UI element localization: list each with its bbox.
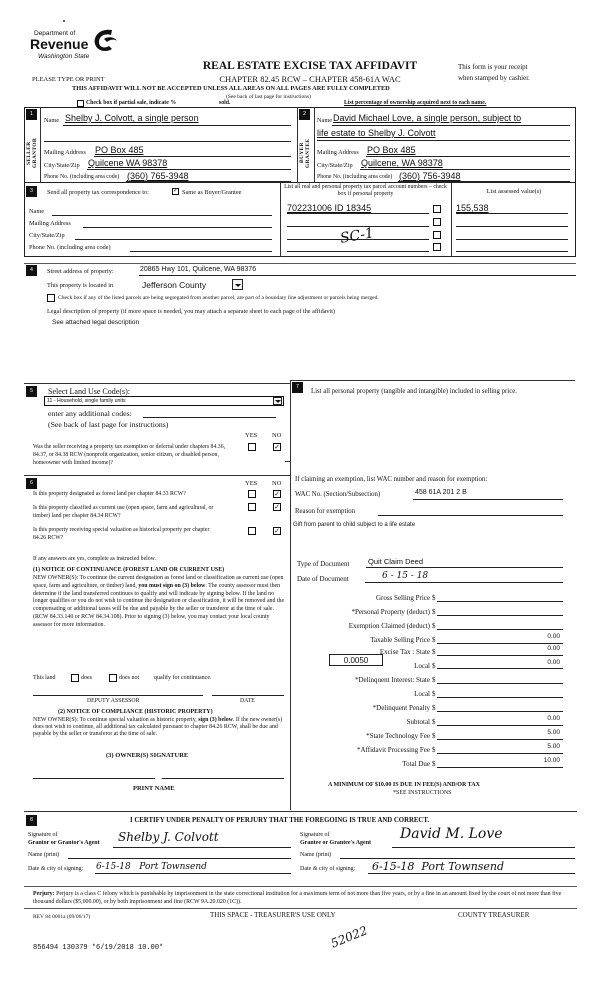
currency-sign: $ (432, 718, 436, 726)
reason-field[interactable]: Gift from parent to child subject to a life estate (293, 522, 416, 528)
seller-city-field[interactable]: Quilcene WA 98378 (88, 158, 168, 168)
currency-sign: $ (432, 704, 436, 712)
currency-sign: $ (432, 760, 436, 768)
fee-label-local-excise: Local (414, 662, 430, 670)
currency-sign: $ (432, 622, 436, 630)
section-2-badge: 2 (299, 109, 310, 120)
legal-description-field[interactable]: See attached legal description (52, 319, 140, 326)
corr-mailing-field[interactable] (83, 227, 272, 228)
qualify-label: qualify for continuance. (154, 675, 212, 681)
county-field[interactable]: Jefferson County (142, 280, 207, 290)
doc-date-field[interactable]: 6 - 15 - 18 (382, 571, 429, 581)
section-5-badge: 5 (26, 386, 37, 397)
fee-label-state-excise: Excise Tax : State (379, 648, 430, 656)
section-7-badge: 7 (292, 382, 303, 393)
parcel-personal-checkbox-4[interactable] (433, 243, 441, 251)
grantee-sig-label-1: Signature of (300, 832, 330, 838)
same-as-buyer-label: Same as Buyer/Grantee (182, 189, 242, 196)
perjury-notice (33, 890, 573, 906)
personal-property-label: List all personal property (tangible and intangible) included in selling price. (311, 388, 517, 395)
exemption-question: Was the seller receiving a property tax exemption or deferral under chapters 84.36, 84.37, or 84.38 RCW (nonprofit organization, senior citizen, or disabled person, homeowner with limited income)? (33, 444, 226, 466)
fee-field-personal[interactable] (437, 615, 563, 616)
buyer-name-line2[interactable]: life estate to Shelby J. Colvott (317, 128, 436, 138)
receipt-stamp: 856494 130379 *6/19/2018 10.00* (33, 944, 164, 952)
logo-line2: Revenue (30, 36, 89, 52)
fee-field-delinquent-state[interactable] (437, 683, 563, 684)
date-label: DATE (240, 698, 255, 704)
receipt-note-2: when stamped by cashier. (458, 74, 530, 82)
does-qualify-checkbox[interactable] (71, 674, 79, 682)
historical-yes-checkbox[interactable] (248, 527, 256, 535)
see-instructions-note: *SEE INSTRUCTIONS (393, 790, 452, 796)
grantee-name-print-field[interactable] (340, 858, 575, 859)
county-treasurer-label: COUNTY TREASURER (458, 911, 530, 919)
buyer-phone-label: Phone No. (including area code) (317, 174, 393, 180)
currency-sign: $ (432, 676, 436, 684)
grantee-name-print-label: Name (print) (300, 852, 332, 858)
currency-sign: $ (432, 594, 436, 602)
segregated-label: Check box if any of the listed parcels are being segregated from another parcel, are part of a boundary line adjustment or parcels being merged. (58, 295, 379, 301)
perjury-text: Perjury is a class C felony which is punishable by imprisonment in the state correctional institution for a maximum term of not more than five years, or by a fine in an amount fixed by the court of not more than five thousand dollars ($5,000.00), or by both imprisonment and fine (RCW 9A.20.020 (1C)). (33, 891, 562, 905)
currency-sign: $ (432, 662, 436, 670)
exemption-claim-label: If claiming an exemption, list WAC number and reason for exemption: (295, 476, 488, 483)
currency-sign: $ (432, 746, 436, 754)
dropdown-arrow-icon (235, 284, 241, 287)
parcel-personal-checkbox-2[interactable] (433, 218, 441, 226)
grantor-name-print-label: Name (print) (28, 852, 60, 858)
parcel-personal-checkbox-3[interactable] (433, 231, 441, 239)
section-3-badge: 3 (26, 186, 37, 197)
minimum-due-note: A MINIMUM OF $10.00 IS DUE IN FEE(S) AND/OR TAX (328, 782, 480, 788)
deputy-assessor-sig-field[interactable] (33, 695, 203, 696)
additional-codes-field[interactable] (143, 417, 276, 418)
section-1-badge: 1 (26, 109, 37, 120)
corr-mailing-label: Mailing Address (29, 220, 71, 227)
send-correspondence-label: Send all property tax correspondence to: (47, 189, 149, 196)
handwritten-sc1: SC-1 (338, 225, 376, 247)
local-rate-value: 0.0050 (343, 656, 369, 665)
ownership-note: List percentage of ownership acquired next to each name. (344, 100, 487, 106)
seller-phone-field[interactable]: (360) 765-3948 (127, 171, 189, 181)
corr-city-field[interactable] (75, 239, 272, 240)
deputy-assessor-label: DEPUTY ASSESSOR (87, 698, 140, 704)
wac-label: WAC No. (Section/Subsection) (295, 491, 381, 498)
located-in-label: This property is located in (47, 282, 114, 289)
buyer-city-label: City/State/Zip (317, 162, 353, 169)
notice2-text-b: . If the new owner(s) does not wish to continue, all additional tax calculated pursuant to chapter 84.26 RCW, shall be due and payable by the seller or transferor at the time of sale. (33, 717, 283, 737)
grantee-sig-label-2: Grantee or Grantee's Agent (300, 840, 372, 846)
fee-value-total[interactable]: 10.00 (543, 757, 560, 764)
s6-no-header: NO (272, 480, 282, 487)
assessed-value-4[interactable] (456, 251, 568, 252)
forest-land-yes-checkbox[interactable] (248, 490, 256, 498)
buyer-phone-field[interactable]: (360) 756-3948 (399, 171, 461, 181)
land-use-dropdown-button[interactable] (273, 397, 282, 405)
grantor-sig-label-1: Signature of (28, 832, 58, 838)
notice2-text (33, 717, 288, 738)
owner-signature-label: (3) OWNER(S) SIGNATURE (106, 752, 189, 759)
form-subtitle: CHAPTER 82.45 RCW – CHAPTER 458-61A WAC (219, 74, 401, 84)
grantor-sig-label-2: Grantor or Grantor's Agent (28, 840, 100, 846)
s5-exemption-no-checkbox[interactable]: ✓ (274, 443, 280, 451)
perjury-bold: Perjury: (33, 891, 55, 897)
section-6-badge: 6 (26, 478, 37, 489)
if-yes-note: If any answers are yes, complete as instructed below. (33, 556, 156, 562)
partial-sale-label: Check box if partial sale, indicate % (86, 100, 177, 106)
owner-signature-field[interactable] (33, 778, 155, 779)
handwritten-number: 52022 (328, 923, 370, 951)
grantor-name-print-field[interactable] (68, 858, 291, 859)
fee-value-state-excise[interactable]: 0.00 (547, 645, 560, 652)
corr-name-label: Name (29, 208, 45, 215)
currency-sign: $ (432, 690, 436, 698)
buyer-mailing-field[interactable]: PO Box 485 (367, 145, 416, 155)
partial-sale-checkbox[interactable] (77, 100, 84, 107)
seller-name-line2[interactable] (44, 141, 291, 142)
please-type: PLEASE TYPE OR PRINT (32, 76, 105, 83)
fee-value-local-excise[interactable]: 0.00 (547, 659, 560, 666)
owner-print-name-field[interactable] (162, 778, 284, 779)
land-use-see-back: (See back of last page for instructions) (48, 420, 169, 429)
currency-sign: $ (432, 636, 436, 644)
seller-mailing-field[interactable]: PO Box 485 (95, 145, 144, 155)
corr-name-field[interactable] (52, 215, 272, 216)
grantee-date-city[interactable]: 6-15-18 Port Townsend (372, 860, 505, 873)
parcel-number-4[interactable] (287, 251, 429, 252)
notice2-bold: sign (3) below (198, 717, 233, 723)
dor-logo (30, 26, 125, 68)
current-use-question: Is this property classified as current use (open space, farm and agricultural, or timber) land per chapter 84.34 RCW? (33, 505, 214, 519)
wac-field[interactable]: 458 61A 201 2 B (415, 489, 467, 496)
grantor-date-city-label: Date & city of signing: (28, 866, 84, 872)
seller-mailing-label: Mailing Address (44, 149, 86, 156)
street-address-field[interactable]: 20865 Hwy 101, Quilcene, WA 98376 (140, 266, 257, 273)
fee-label-penalty: *Delinquent Penalty (372, 704, 430, 712)
legal-description-label: Legal description of property (if more space is needed, you may attach a separate sheet to each page of the affidavit) (47, 308, 335, 315)
fee-label-subtotal: Subtotal (406, 718, 430, 726)
this-land-label: This land (33, 675, 56, 681)
seller-name-field[interactable]: Shelby J. Colvott, a single person (65, 113, 199, 123)
corr-phone-field[interactable] (130, 251, 272, 252)
grantee-signature[interactable]: David M. Love (400, 826, 503, 842)
fee-field-penalty[interactable] (437, 711, 563, 712)
assessor-date-field[interactable] (212, 695, 284, 696)
s6-yes-header: YES (245, 480, 258, 487)
land-use-select[interactable] (44, 396, 284, 406)
forest-land-question: Is this property designated as forest land per chapter 84.33 RCW? (33, 491, 186, 497)
additional-codes-label: enter any additional codes: (48, 409, 132, 418)
notice1-text-b: . The county assessor must then determine if the land transferred continues to qualify and will indicate by signing below. If the land no longer qualifies or you do not wish to continue the designation or classification, it will be removed and the compensating or additional taxes will be due and payable by the seller or transferor at the time of sale. (RCW 84.33.140 or RCW 84.34.108). Prior to signing (3) below, you may contact your local county assessor for more information. (33, 582, 285, 628)
fee-label-exemption: Exemption Claimed (deduct) (348, 622, 430, 630)
assessed-value-1[interactable]: 155,538 (456, 203, 489, 213)
fee-field-gross[interactable] (437, 601, 563, 602)
logo-line3: Washington State (38, 53, 90, 60)
form-title: REAL ESTATE EXCISE TAX AFFIDAVIT (202, 60, 418, 72)
seller-city-label: City/State/Zip (44, 162, 80, 169)
seller-name-label: Name (44, 117, 60, 124)
does-label: does (81, 675, 92, 681)
currency-sign: $ (432, 648, 436, 656)
partial-sale-sold: sold. (219, 100, 231, 106)
dropdown-arrow-icon (275, 400, 281, 403)
land-use-value: 11 - Household, single family units (47, 398, 126, 404)
buyer-city-field[interactable]: Quilcene, WA 98378 (361, 158, 443, 168)
fee-label-personal: *Personal Property (deduct) (351, 608, 430, 616)
seller-grantor-label: SELLER GRANTOR (26, 137, 38, 169)
buyer-name-field[interactable]: David Michael Love, a single person, subject to (333, 113, 522, 123)
does-not-qualify-checkbox[interactable] (109, 674, 117, 682)
s5-yes-header: YES (245, 432, 258, 439)
rev-code: REV 84 0001a (09/06/17) (33, 914, 91, 920)
fee-label-delinquent-local: Local (414, 690, 430, 698)
current-use-no-checkbox[interactable]: ✓ (274, 503, 280, 511)
fee-value-processing-fee[interactable]: 5.00 (547, 743, 560, 750)
notice1-bold: you must sign on (3) below (138, 582, 206, 589)
see-back-note: (See back of last page for instructions) (226, 94, 311, 100)
print-name-label: PRINT NAME (133, 785, 175, 792)
forest-land-no-checkbox[interactable]: ✓ (274, 490, 280, 498)
land-use-label: Select Land Use Code(s): (48, 387, 130, 396)
dot-mark (63, 20, 65, 22)
assessed-value-2[interactable] (456, 226, 568, 227)
fee-label-delinquent-state: *Delinquent Interest: State (354, 676, 430, 684)
does-not-label: does not (119, 675, 140, 681)
fee-label-gross: Gross Selling Price (375, 594, 430, 602)
notice1-text-a: NEW OWNER(S): To continue the current designation as forest land or classification as current use (open space, farm and agriculture, or timber) land, (33, 575, 284, 589)
county-dropdown-button[interactable] (232, 279, 243, 290)
fee-label-tech-fee: *State Technology Fee (366, 732, 430, 740)
receipt-note-1: This form is your receipt (458, 63, 528, 71)
fee-value-taxable[interactable]: 0.00 (547, 633, 560, 640)
grantee-date-city-label: Date & city of signing: (300, 866, 356, 872)
doc-type-label: Type of Document (297, 560, 350, 568)
notice1-text (33, 575, 288, 630)
buyer-mailing-label: Mailing Address (317, 149, 359, 156)
reason-label: Reason for exemption (295, 508, 356, 515)
fee-value-subtotal[interactable]: 0.00 (547, 715, 560, 722)
current-use-yes-checkbox[interactable] (248, 503, 256, 511)
doc-date-label: Date of Document (297, 575, 349, 583)
fee-field-delinquent-local[interactable] (437, 697, 563, 698)
section-4-badge: 4 (26, 265, 37, 276)
fee-value-tech-fee[interactable]: 5.00 (547, 729, 560, 736)
fee-label-taxable: Taxable Selling Price (370, 636, 430, 644)
logo-line1: Department of (34, 30, 76, 37)
historical-no-checkbox[interactable]: ✓ (274, 527, 280, 535)
corr-phone-label: Phone No. (including area code) (29, 244, 111, 251)
parcel-header: List all real and personal property tax parcel account numbers – check box if personal property (284, 184, 447, 197)
perjury-certification: I CERTIFY UNDER PENALTY OF PERJURY THAT THE FOREGOING IS TRUE AND CORRECT. (130, 817, 430, 824)
corr-city-label: City/State/Zip (29, 232, 65, 239)
segregated-checkbox[interactable] (47, 294, 55, 302)
dor-swoosh-logo-icon (90, 26, 120, 54)
buyer-name-label: Name (317, 117, 333, 124)
s5-no-header: NO (272, 432, 282, 439)
buyer-grantee-label: BUYER GRANTEE (299, 138, 311, 168)
treasurer-use-label: THIS SPACE - TREASURER'S USE ONLY (210, 911, 336, 919)
parcel-number-1[interactable]: 702231006 ID 18345 (287, 203, 372, 213)
completion-warning: THIS AFFIDAVIT WILL NOT BE ACCEPTED UNLESS ALL AREAS ON ALL PAGES ARE FULLY COMPLETED (72, 85, 390, 92)
currency-sign: $ (432, 608, 436, 616)
assessed-header: List assessed value(s) (486, 188, 542, 195)
section-8-badge: 8 (26, 815, 37, 826)
fee-label-processing-fee: *Affidavit Processing Fee (357, 746, 430, 754)
doc-type-field[interactable]: Quit Claim Deed (368, 557, 424, 566)
grantor-date-city[interactable]: 6-15-18 Port Townsend (96, 862, 207, 872)
s5-exemption-yes-checkbox[interactable] (248, 443, 256, 451)
fee-field-exemption[interactable] (437, 629, 563, 630)
same-as-buyer-checkbox[interactable]: ✓ (173, 188, 179, 194)
historical-question: Is this property receiving special valuation as historical property per chapter 84.26 RCW? (33, 527, 210, 541)
notice1-title: (1) NOTICE OF CONTINUANCE (FOREST LAND OR CURRENT USE) (33, 567, 225, 573)
fee-label-total: Total Due (402, 760, 430, 768)
grantor-signature[interactable]: Shelby J. Colvott (118, 830, 219, 844)
assessed-value-3[interactable] (456, 239, 568, 240)
notice2-text-a: NEW OWNER(S): To continue special valuation as historic property, (33, 717, 197, 723)
parcel-personal-checkbox-1[interactable] (433, 205, 441, 213)
seller-phone-label: Phone No. (including area code) (44, 174, 120, 180)
street-address-label: Street address of property: (47, 268, 114, 275)
currency-sign: $ (432, 732, 436, 740)
notice2-title: (2) NOTICE OF COMPLIANCE (HISTORIC PROPERTY) (58, 709, 213, 715)
